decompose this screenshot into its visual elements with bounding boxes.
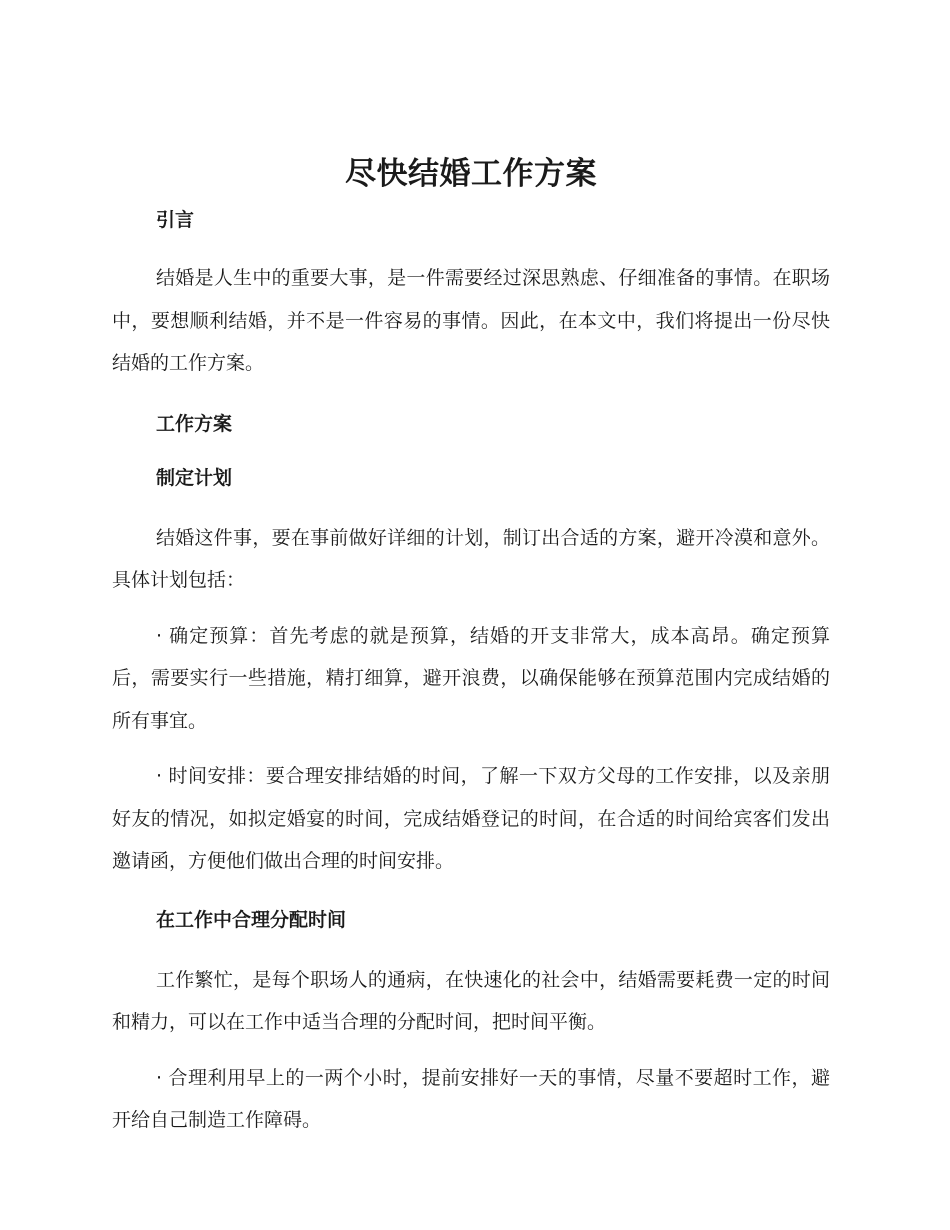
document-title: 尽快结婚工作方案	[345, 156, 597, 192]
time-paragraph: 工作繁忙，是每个职场人的通病，在快速化的社会中，结婚需要耗费一定的时间和精力，可以在工作中适当合理的分配时间，把时间平衡。	[112, 968, 830, 1033]
document-page	[112, 150, 830, 1142]
subsection-heading-plan: 制定计划	[156, 466, 233, 489]
plan-heading: 工作方案	[156, 412, 233, 435]
bullet-schedule: · 时间安排：要合理安排结婚的时间，了解一下双方父母的工作安排，以及亲朋好友的情况，如拟定婚宴的时间，完成结婚登记的时间，在合适的时间给宾客们发出邀请函，方便他们做出合理的时间安排。	[112, 765, 830, 872]
intro-heading: 引言	[156, 209, 195, 231]
intro-paragraph: 结婚是人生中的重要大事，是一件需要经过深思熟虑、仔细准备的事情。在职场中，要想顺利结婚，并不是一件容易的事情。因此，在本文中，我们将提出一份尽快结婚的工作方案。	[112, 267, 830, 374]
plan-paragraph: 结婚这件事，要在事前做好详细的计划，制订出合适的方案，避开冷漠和意外。具体计划包括：	[112, 526, 830, 591]
bullet-budget: · 确定预算：首先考虑的就是预算，结婚的开支非常大，成本高昂。确定预算后，需要实行一些措施，精打细算，避开浪费，以确保能够在预算范围内完成结婚的所有事宜。	[112, 624, 830, 732]
bullet-morning: · 合理利用早上的一两个小时，提前安排好一天的事情，尽量不要超时工作，避开给自己制造工作障碍。	[112, 1066, 830, 1131]
subsection-heading-time: 在工作中合理分配时间	[156, 908, 347, 931]
